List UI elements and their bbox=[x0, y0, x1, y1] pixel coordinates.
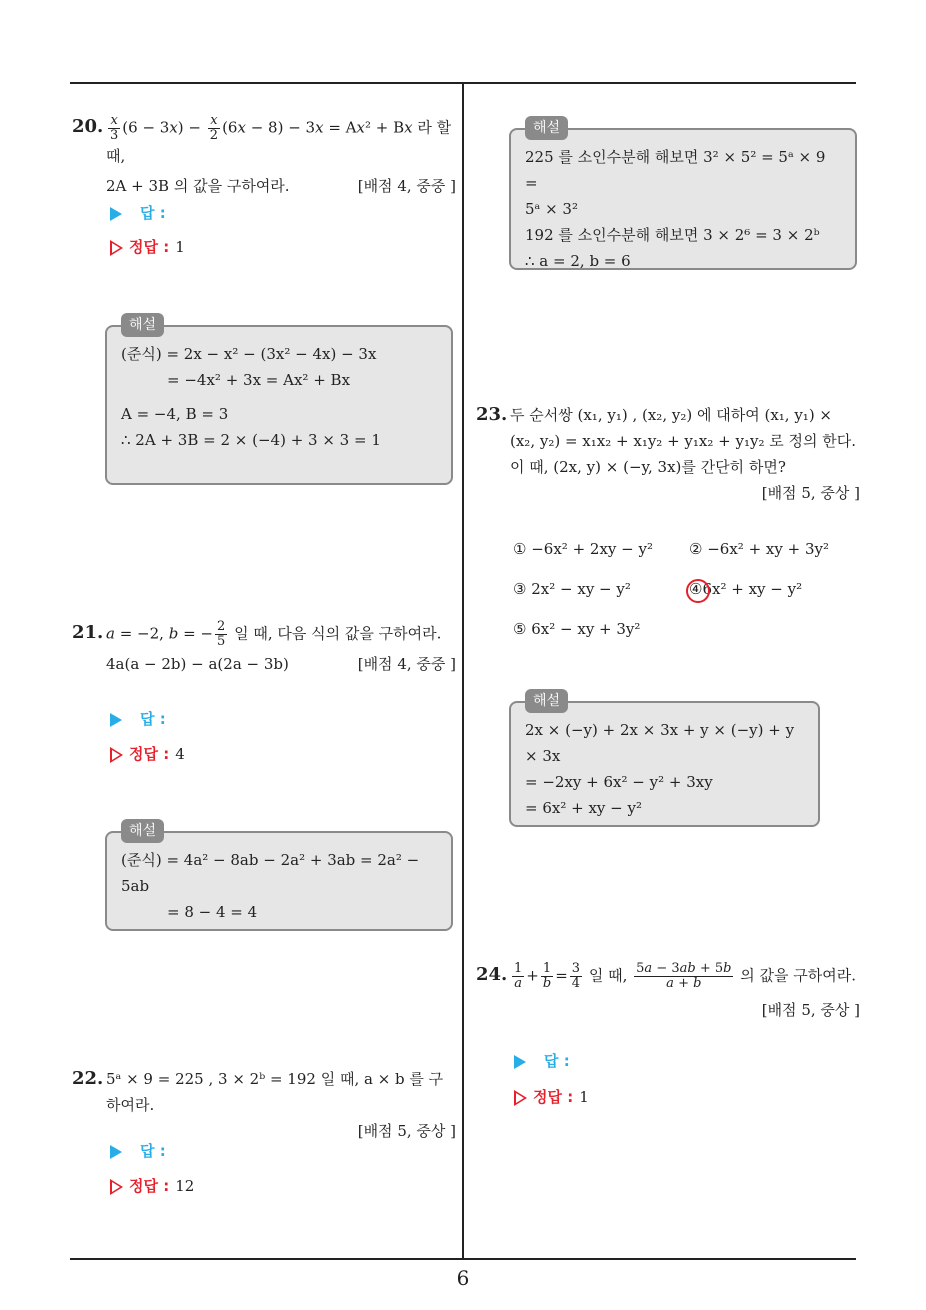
solution-box bbox=[509, 120, 857, 270]
score-label: [배점 4, 중중 ] bbox=[357, 177, 456, 195]
score-label: [배점 4, 중중 ] bbox=[357, 655, 456, 673]
solution-line: A = −4, B = 3 bbox=[121, 405, 229, 423]
play-icon bbox=[110, 713, 122, 727]
play-icon bbox=[110, 1145, 122, 1159]
correct-answer: 정답 : 1 bbox=[110, 236, 185, 257]
correct-value: 12 bbox=[175, 1177, 195, 1195]
answer-line: 답 : bbox=[514, 1050, 570, 1071]
question-number: 21. bbox=[72, 622, 104, 643]
solution-line: = 6x² + xy − y² bbox=[525, 799, 642, 817]
solution-box bbox=[509, 693, 820, 827]
question-math: 2A + 3B bbox=[106, 177, 170, 195]
correct-answer: 정답 : 4 bbox=[110, 743, 185, 764]
solution-line: ∴ 2A + 3B = 2 × (−4) + 3 × 3 = 1 bbox=[121, 431, 381, 449]
choice-1[interactable]: ① −6x² + 2xy − y² bbox=[513, 540, 653, 558]
solution-tag: 해설 bbox=[525, 116, 568, 140]
question-21: 21. a = −2, b = − $\frac{2}{5}$ 일 때, 다음 식의 값을 구하여라. 4a(a − 2b) − a(2a − 3b) [배점 4, 중중 ] bbox=[72, 620, 456, 677]
solution-line: = −4x² + 3x = Ax² + Bx bbox=[167, 371, 351, 389]
question-number: 22. bbox=[72, 1068, 104, 1089]
triangle-outline-icon bbox=[110, 1179, 123, 1195]
choice-list bbox=[513, 540, 853, 640]
play-icon bbox=[514, 1055, 526, 1069]
fraction: $\frac{3}{4}$ bbox=[571, 961, 581, 991]
question-text: 의 값을 구하여라. bbox=[173, 177, 290, 195]
solution-line: 225 를 소인수분해 해보면 3² × 5² = 5ᵃ × 9 = bbox=[525, 148, 826, 192]
score-label: [배점 5, 중상 ] bbox=[761, 1001, 860, 1019]
solution-box bbox=[105, 317, 453, 485]
question-text: 일 때, bbox=[588, 966, 628, 985]
correct-value: 4 bbox=[175, 745, 185, 763]
solution-line: 2x × (−y) + 2x × 3x + y × (−y) + y × 3x bbox=[525, 721, 795, 765]
score-label: [배점 5, 중상 ] bbox=[357, 1122, 456, 1140]
choice-2[interactable]: ② −6x² + xy + 3y² bbox=[689, 540, 829, 558]
question-text: 두 순서쌍 (x₁, y₁) , (x₂, y₂) 에 대하여 (x₁, y₁) × bbox=[510, 406, 833, 424]
solution-box bbox=[105, 823, 453, 931]
correct-answer: 정답 : 12 bbox=[110, 1175, 194, 1196]
question-number: 20. bbox=[72, 116, 104, 137]
solution-line: 5ᵃ × 3² bbox=[525, 200, 578, 218]
triangle-outline-icon bbox=[110, 240, 123, 256]
solution-line: 192 를 소인수분해 해보면 3 × 2⁶ = 3 × 2ᵇ bbox=[525, 226, 820, 244]
answer-circle-icon bbox=[686, 579, 710, 603]
choice-5[interactable]: ⑤ 6x² − xy + 3y² bbox=[513, 620, 641, 638]
question-expression: 4a(a − 2b) − a(2a − 3b) bbox=[106, 655, 289, 673]
solution-line: (준식) = 2x − x² − (3x² − 4x) − 3x bbox=[121, 345, 377, 363]
fraction: $\frac{1}{b}$ bbox=[542, 961, 552, 991]
answer-line: 답 : bbox=[110, 708, 166, 729]
question-number: 23. bbox=[476, 404, 508, 425]
solution-tag: 해설 bbox=[121, 819, 164, 843]
choice-4[interactable]: ④6x² + xy − y² bbox=[689, 580, 802, 598]
question-23 bbox=[476, 402, 860, 506]
column-divider bbox=[462, 84, 464, 1260]
question-text: (x₂, y₂) = x₁x₂ + x₁y₂ + y₁x₂ + y₁y₂ 로 정의 한다. bbox=[510, 432, 856, 450]
question-22 bbox=[72, 1066, 456, 1144]
correct-value: 1 bbox=[175, 238, 185, 256]
answer-line: 답 : bbox=[110, 202, 166, 223]
solution-line: = 8 − 4 = 4 bbox=[167, 903, 258, 921]
question-24: 24. $\frac{1}{a}$ + $\frac{1}{b}$ = $\frac{3}{4}$ 일 때, $\frac{5a - 3ab + 5b}{a + b}$ 의 값을 구하여라. [배점 5, 중상 ] bbox=[476, 962, 860, 1023]
page-number: 6 bbox=[456, 1266, 470, 1290]
triangle-outline-icon bbox=[514, 1090, 527, 1106]
solution-tag: 해설 bbox=[121, 313, 164, 337]
answer-line: 답 : bbox=[110, 1140, 166, 1161]
solution-line: (준식) = 4a² − 8ab − 2a² + 3ab = 2a² − 5ab bbox=[121, 851, 420, 895]
fraction: $\frac{2}{5}$ bbox=[217, 619, 226, 649]
fraction: $\frac{5a - 3ab + 5b}{a + b}$ bbox=[636, 961, 732, 991]
solution-tag: 해설 bbox=[525, 689, 568, 713]
correct-answer: 정답 : 1 bbox=[514, 1086, 589, 1107]
question-text: 이 때, (2x, y) × (−y, 3x)를 간단히 하면? bbox=[510, 458, 786, 476]
bottom-rule bbox=[70, 1258, 856, 1260]
question-number: 24. bbox=[476, 964, 508, 985]
question-text: 5ᵃ × 9 = 225 , 3 × 2ᵇ = 192 일 때, a × b 를 구하여라. bbox=[106, 1070, 444, 1114]
correct-value: 1 bbox=[579, 1088, 589, 1106]
score-label: [배점 5, 중상 ] bbox=[761, 484, 860, 502]
solution-line: = −2xy + 6x² − y² + 3xy bbox=[525, 773, 713, 791]
choice-3[interactable]: ③ 2x² − xy − y² bbox=[513, 580, 631, 598]
solution-line: ∴ a = 2, b = 6 bbox=[525, 252, 631, 270]
question-20: 20. $\frac{x}{3}$ (6 − 3x) − $\frac{x}{2}$ (6x − 8) − 3x = Ax² + Bx 라 할 때, 2A + 3B 의 값을 구하여라. [배점 4, 중중 ] bbox=[72, 114, 456, 199]
question-text: 라 할 때, bbox=[106, 118, 452, 165]
triangle-outline-icon bbox=[110, 747, 123, 763]
fraction: $\frac{x}{3}$ bbox=[110, 113, 119, 143]
play-icon bbox=[110, 207, 122, 221]
fraction: $\frac{1}{a}$ bbox=[514, 961, 523, 991]
question-text: 의 값을 구하여라. bbox=[740, 966, 856, 985]
fraction: $\frac{x}{2}$ bbox=[209, 113, 219, 143]
question-text: 일 때, 다음 식의 값을 구하여라. bbox=[234, 624, 442, 643]
